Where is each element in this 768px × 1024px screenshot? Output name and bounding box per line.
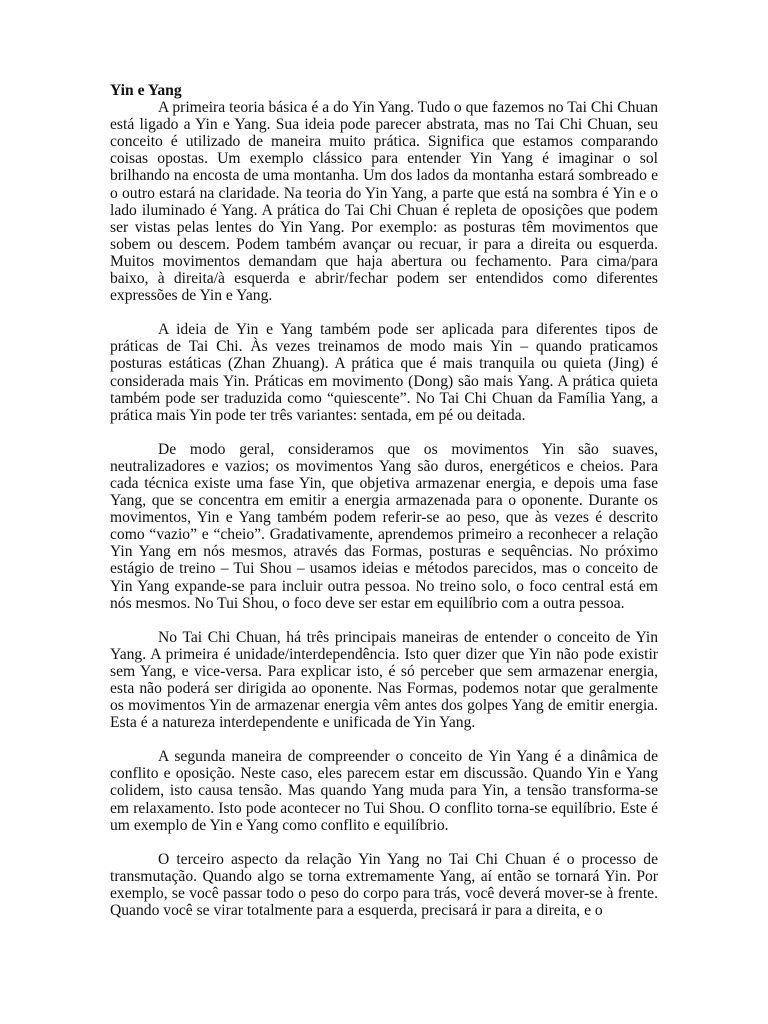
paragraph-2: A ideia de Yin e Yang também pode ser aplicada para diferentes tipos de práticas de Tai Chi. Às vezes treinamos de modo mais Yin – quando praticamos posturas estáticas (Zhan Zhuang). A prática que é mais tranquila ou quieta (Jing) é considerada mais Yin. Práticas em movimento (Dong) são mais Yang. A prática quieta também pode ser traduzida como “quiescente”. No Tai Chi Chuan da Família Yang, a prática mais Yin pode ter três variantes: sentada, em pé ou deitada. [110, 321, 658, 424]
paragraph-6: O terceiro aspecto da relação Yin Yang no Tai Chi Chuan é o processo de transmutação. Quando algo se torna extremamente Yang, aí então se tornará Yin. Por exemplo, se você passar todo o peso do corpo para trás, você deverá mover-se à frente. Quando você se virar totalmente para a esquerda, precisará ir para a direita, e o [110, 850, 658, 920]
paragraph-5: A segunda maneira de compreender o conceito de Yin Yang é a dinâmica de conflito e oposição. Neste caso, eles parecem estar em discussão. Quando Yin e Yang colidem, isto causa tensão. Mas quando Yang muda para Yin, a tensão transforma-se em relaxamento. Isto pode acontecer no Tui Shou. O conflito torna-se equilíbrio. Este é um exemplo de Yin e Yang como conflito e equilíbrio. [110, 748, 658, 834]
document-page [110, 82, 658, 919]
paragraph-3: De modo geral, consideramos que os movimentos Yin são suaves, neutralizadores e vazios; os movimentos Yang são duros, energéticos e cheios. Para cada técnica existe uma fase Yin, que objetiva armazenar energia, e depois uma fase Yang, que se concentra em emitir a energia armazenada para o oponente. Durante os movimentos, Yin e Yang também podem referir-se ao peso, que às vezes é descrito como “vazio” e “cheio”. Gradativamente, aprendemos primeiro a reconhecer a relação Yin Yang em nós mesmos, através das Formas, posturas e sequências. No próximo estágio de treino – Tui Shou – usamos ideias e métodos parecidos, mas o conceito de Yin Yang expande-se para incluir outra pessoa. No treino solo, o foco central está em nós mesmos. No Tui Shou, o foco deve ser estar em equilíbrio com a outra pessoa. [110, 440, 658, 612]
paragraph-1: A primeira teoria básica é a do Yin Yang. Tudo o que fazemos no Tai Chi Chuan está ligado a Yin e Yang. Sua ideia pode parecer abstrata, mas no Tai Chi Chuan, seu conceito é utilizado de maneira muito prática. Significa que estamos comparando coisas opostas. Um exemplo clássico para entender Yin Yang é imaginar o sol brilhando na encosta de uma montanha. Um dos lados da montanha estará sombreado e o outro estará na claridade. Na teoria do Yin Yang, a parte que está na sombra é Yin e o lado iluminado é Yang. A prática do Tai Chi Chuan é repleta de oposições que podem ser vistas pelas lentes do Yin Yang. Por exemplo: as posturas têm movimentos que sobem ou descem. Podem também avançar ou recuar, ir para a direita ou esquerda. Muitos movimentos demandam que haja abertura ou fechamento. Para cima/para baixo, à direita/à esquerda e abrir/fechar podem ser entendidos como diferentes expressões de Yin e Yang. [110, 99, 658, 305]
paragraph-4: No Tai Chi Chuan, há três principais maneiras de entender o conceito de Yin Yang. A primeira é unidade/interdependência. Isto quer dizer que Yin não pode existir sem Yang, e vice-versa. Para explicar isto, é só perceber que sem armazenar energia, esta não poderá ser dirigida ao oponente. Nas Formas, podemos notar que geralmente os movimentos Yin de armazenar energia vêm antes dos golpes Yang de emitir energia. Esta é a natureza interdependente e unificada de Yin Yang. [110, 628, 658, 732]
section-title: Yin e Yang [110, 82, 182, 99]
